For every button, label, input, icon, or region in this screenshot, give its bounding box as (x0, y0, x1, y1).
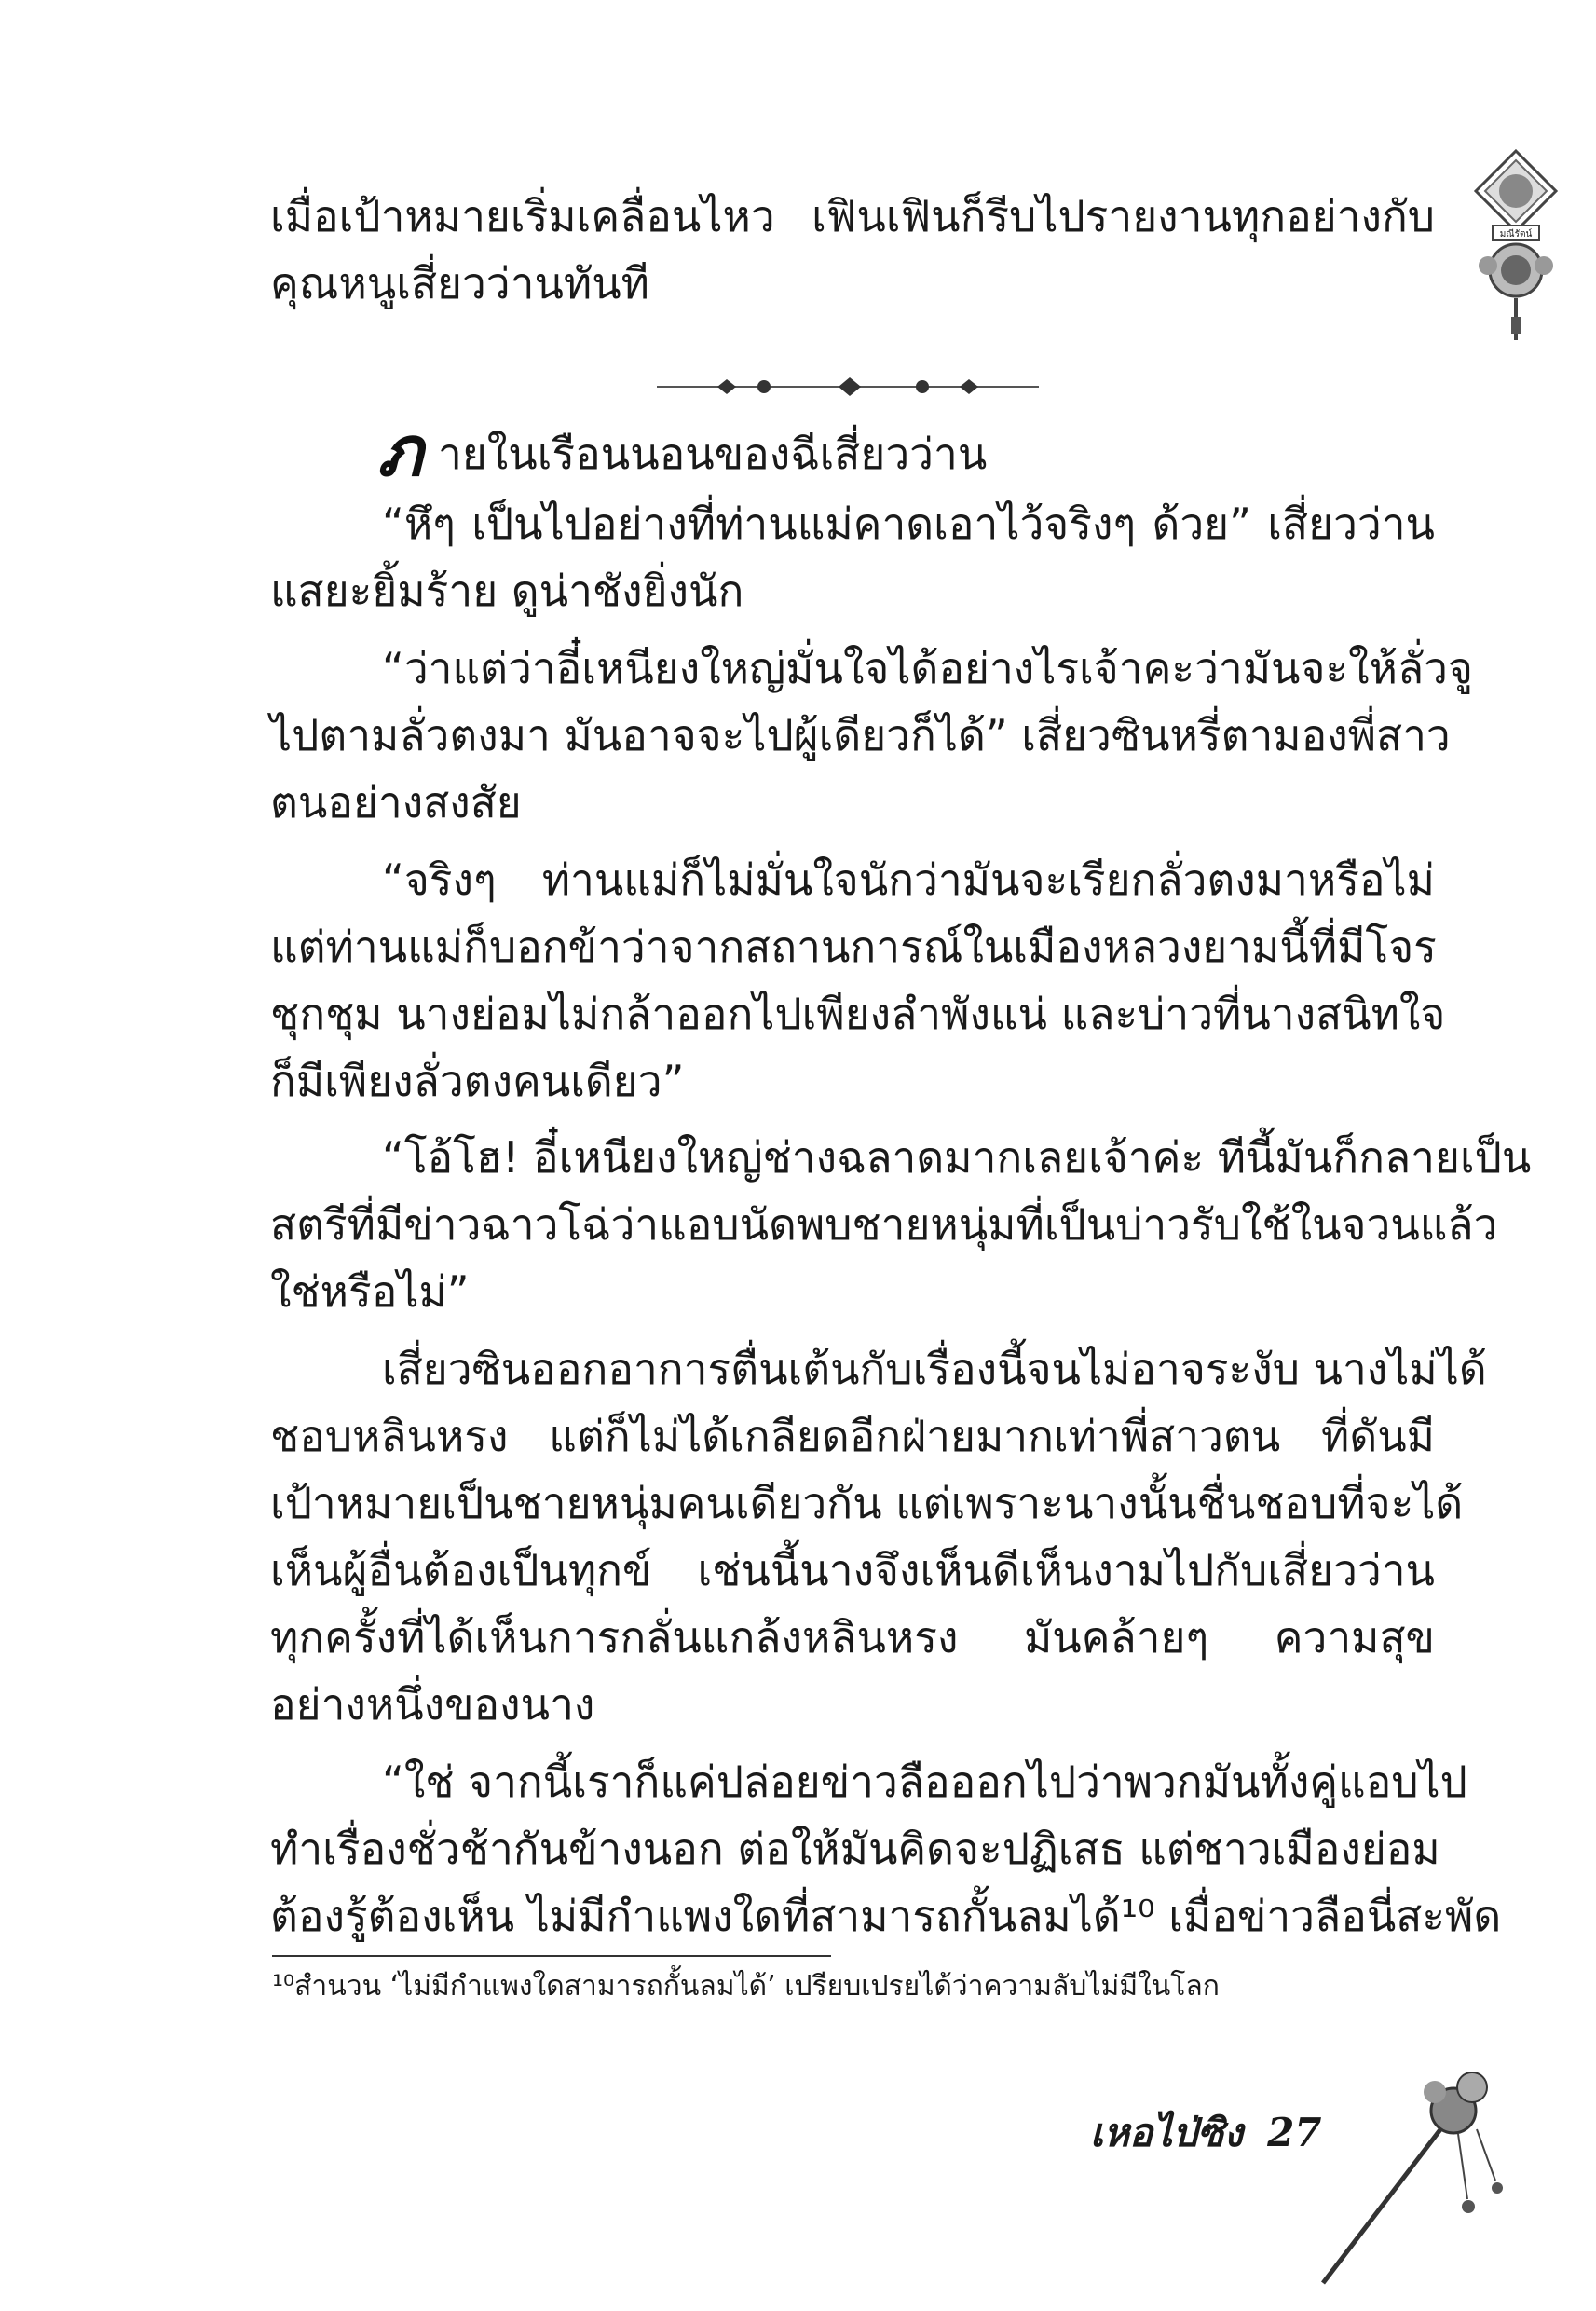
running-title: เหอไป่ซิง (1090, 2110, 1244, 2155)
running-footer (1090, 2108, 1322, 2158)
body-line: แสยะยิ้มร้าย ดูน่าชังยิ่งนัก (270, 566, 744, 616)
body-line: อย่างหนึ่งของนาง (270, 1679, 595, 1730)
body-line: ทุกครั้งที่ได้เห็นการกลั่นแกล้งหลินหรง มันคล้ายๆ ความสุข (270, 1612, 1435, 1662)
body-line: ชุกชุม นางย่อมไม่กล้าออกไปเพียงลำพังแน่ และบ่าวที่นางสนิทใจ (270, 989, 1446, 1039)
body-line: “จริงๆ ท่านแม่ก็ไม่มั่นใจนักว่ามันจะเรียกลั่วตงมาหรือไม่ (382, 855, 1435, 905)
drop-cap: ภ (377, 412, 423, 492)
footnote-rule (272, 1955, 831, 1957)
body-line: ต้องรู้ต้องเห็น ไม่มีกำแพงใดที่สามารถกั้นลมได้¹⁰ เมื่อข่าวลือนี่สะพัด (270, 1891, 1502, 1941)
body-line: ชอบหลินหรง แต่ก็ไม่ได้เกลียดอีกฝ่ายมากเท่าพี่สาวตน ที่ดันมี (270, 1411, 1435, 1461)
body-line: “หึๆ เป็นไปอย่างที่ท่านแม่คาดเอาไว้จริงๆ ด้วย” เสี่ยวว่าน (382, 499, 1435, 549)
body-line: “โอ้โฮ! อี๋เหนียงใหญ่ช่างฉลาดมากเลยเจ้าค่ะ ทีนี้มันก็กลายเป็น (382, 1132, 1532, 1183)
body-line: เป้าหมายเป็นชายหนุ่มคนเดียวกัน แต่เพราะนางนั้นชื่นชอบที่จะได้ (270, 1478, 1464, 1528)
body-line: ตนอย่างสงสัย (270, 777, 522, 827)
emblem-label: มณีรัตน์ (1499, 229, 1533, 239)
body-line: เมื่อเป้าหมายเริ่มเคลื่อนไหว เฟินเฟินก็รีบไปรายงานทุกอย่างกับ (270, 191, 1435, 241)
body-line: คุณหนูเสี่ยวว่านทันที (270, 258, 649, 308)
body-line: ทำเรื่องชั่วช้ากันข้างนอก ต่อให้มันคิดจะปฏิเสธ แต่ชาวเมืองย่อม (270, 1824, 1440, 1874)
body-line: แต่ท่านแม่ก็บอกข้าว่าจากสถานการณ์ในเมืองหลวงยามนี้ที่มีโจร (270, 922, 1437, 972)
body-line: ใช่หรือไม่” (270, 1266, 470, 1317)
ornament-emblem-icon (1465, 149, 1567, 345)
body-line: ไปตามลั่วตงมา มันอาจจะไปผู้เดียวก็ได้” เสี่ยวซินหรี่ตามองพี่สาว (270, 710, 1451, 760)
body-line: เห็นผู้อื่นต้องเป็นทุกข์ เช่นนี้นางจึงเห็นดีเห็นงามไปกับเสี่ยวว่าน (270, 1545, 1435, 1595)
body-line: เสี่ยวซินออกอาการตื่นเต้นกับเรื่องนี้จนไม่อาจระงับ นางไม่ได้ (382, 1344, 1487, 1394)
body-line: ายในเรือนนอนของฉีเสี่ยวว่าน (438, 429, 988, 479)
body-line: ก็มีเพียงลั่วตงคนเดียว” (270, 1056, 685, 1106)
body-line: “ใช่ จากนี้เราก็แค่ปล่อยข่าวลือออกไปว่าพวกมันทั้งคู่แอบไป (382, 1757, 1467, 1807)
hairpin-ornament-icon (1304, 2041, 1519, 2292)
ornamental-divider-icon (652, 368, 1044, 405)
body-line: “ว่าแต่ว่าอี๋เหนียงใหญ่มั่นใจได้อย่างไรเจ้าคะว่ามันจะให้ลั่วจู (382, 643, 1473, 693)
page-number: 27 (1267, 2110, 1322, 2155)
body-line: สตรีที่มีข่าวฉาวโฉ่ว่าแอบนัดพบชายหนุ่มที่เป็นบ่าวรับใช้ในจวนแล้ว (270, 1199, 1498, 1250)
footnote: ¹⁰สำนวน ‘ไม่มีกำแพงใดสามารถกั้นลมได้’ เปรียบเปรยได้ว่าความลับไม่มีในโลก (272, 1970, 1220, 2003)
